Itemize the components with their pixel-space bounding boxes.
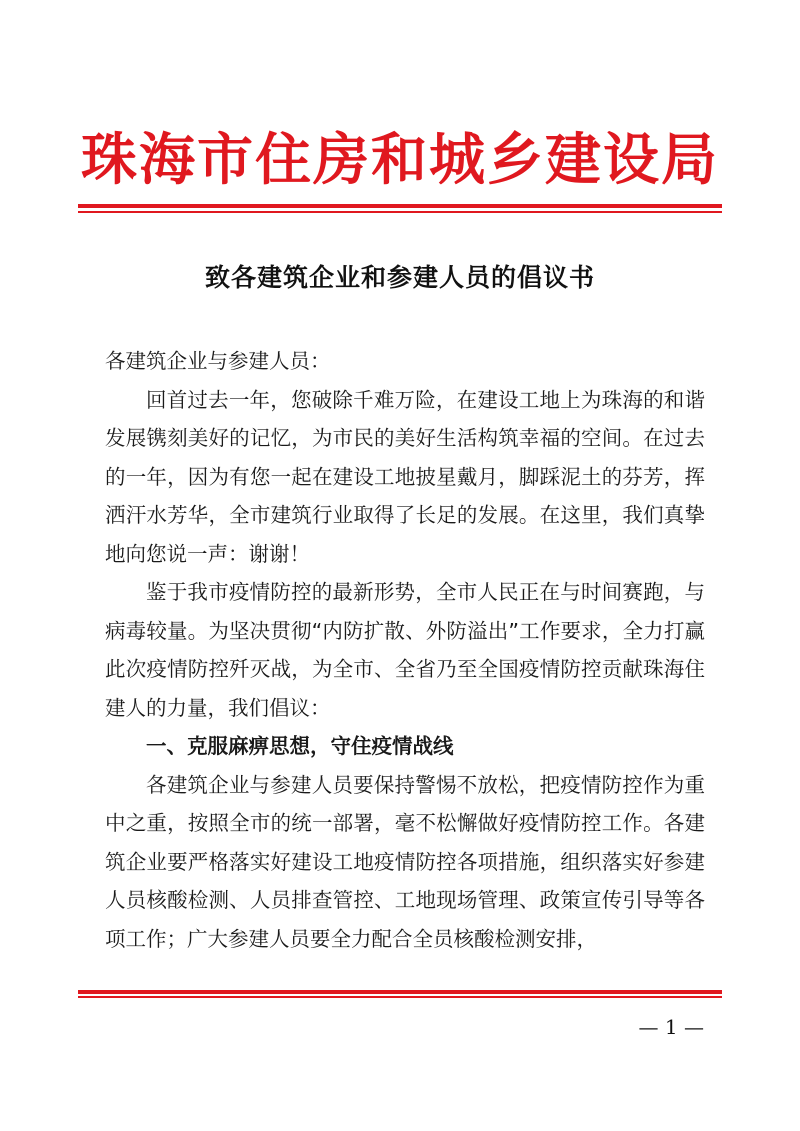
section-heading: 一、克服麻痹思想，守住疫情战线 xyxy=(146,734,454,758)
paragraph-1: 回首过去一年，您破除千难万险，在建设工地上为珠海的和谐发展镌刻美好的记忆，为市民的美好生活构筑幸福的空间。在过去的一年，因为有您一起在建设工地披星戴月，脚踩泥土的芬芳，挥洒汗水芳华，全市建筑行业取得了长足的发展。在这里，我们真挚地向您说一声：谢谢！ xyxy=(105,387,705,566)
masthead-divider xyxy=(78,204,722,213)
divider-thin-line xyxy=(78,211,722,213)
section-paragraph: 各建筑企业与参建人员要保持警惕不放松，把疫情防控作为重中之重，按照全市的统一部署，毫不松懈做好疫情防控工作。各建筑企业要严格落实好建设工地疫情防控各项措施，组织落实好参建人员核酸检测、人员排查管控、工地现场管理、政策宣传引导等各项工作；广大参建人员要全力配合全员核酸检测安排， xyxy=(105,772,705,951)
document-title: 致各建筑企业和参建人员的倡议书 xyxy=(204,263,595,292)
divider-thick-line xyxy=(78,204,722,208)
salutation: 各建筑企业与参建人员： xyxy=(105,349,331,373)
paragraph-2: 鉴于我市疫情防控的最新形势，全市人民正在与时间赛跑，与病毒较量。为坚决贯彻“内防扩散、外防溢出”工作要求，全力打赢此次疫情防控歼灭战，为全市、全省乃至全国疫情防控贡献珠海住建人的力量，我们倡议： xyxy=(105,580,705,720)
footer-thin-line xyxy=(78,996,722,998)
footer-divider xyxy=(78,990,722,998)
issuer-masthead: 珠海市住房和城乡建设局 xyxy=(81,127,719,193)
page-number: — 1 — xyxy=(638,1015,704,1039)
footer-thick-line xyxy=(78,990,722,994)
document-body xyxy=(105,342,705,958)
